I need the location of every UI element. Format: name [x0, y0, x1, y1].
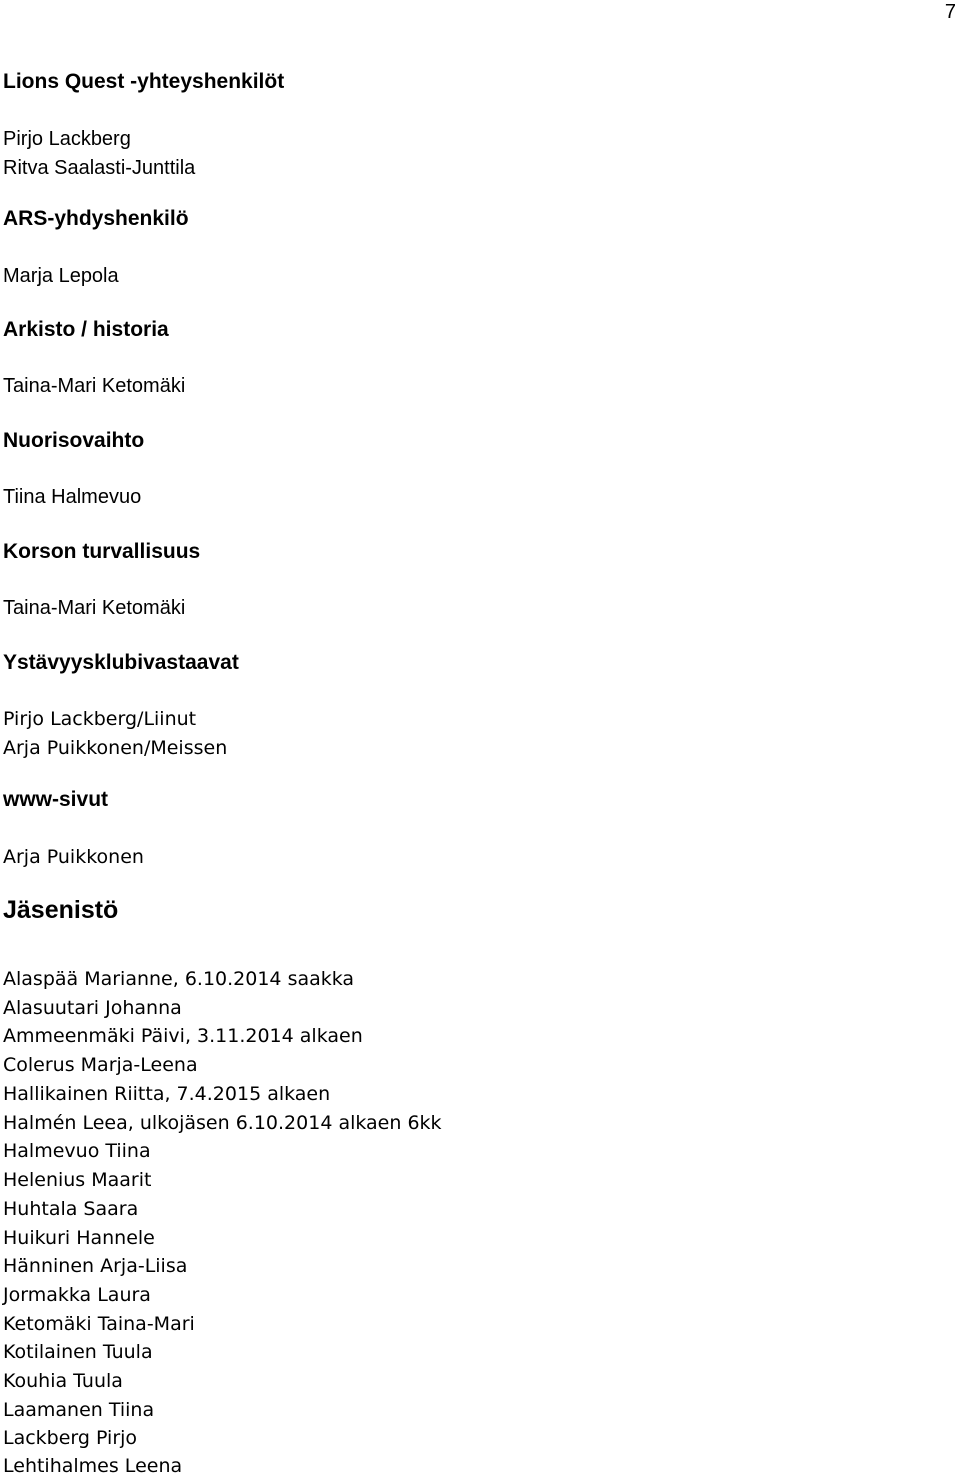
section-heading-ars: ARS-yhdyshenkilö [3, 207, 189, 230]
list-item: Lackberg Pirjo [3, 1427, 138, 1449]
list-item: Kouhia Tuula [3, 1370, 123, 1392]
list-item: Lehtihalmes Leena [3, 1455, 183, 1477]
section-heading-korson-turvallisuus: Korson turvallisuus [3, 540, 201, 563]
list-item: Ritva Saalasti-Junttila [3, 157, 196, 179]
list-item: Taina-Mari Ketomäki [3, 375, 186, 397]
list-item: Alasuutari Johanna [3, 997, 182, 1019]
list-item: Colerus Marja-Leena [3, 1054, 198, 1076]
section-heading-lions-quest: Lions Quest -yhteyshenkilöt [3, 70, 285, 93]
list-item: Pirjo Lackberg/Liinut [3, 708, 197, 730]
list-item: Pirjo Lackberg [3, 128, 131, 150]
section-heading-nuorisovaihto: Nuorisovaihto [3, 429, 145, 452]
list-item: Ketomäki Taina-Mari [3, 1313, 195, 1335]
list-item: Arja Puikkonen [3, 846, 144, 868]
list-item: Tiina Halmevuo [3, 486, 142, 508]
list-item: Alaspää Marianne, 6.10.2014 saakka [3, 968, 355, 990]
page-number: 7 [944, 1, 956, 23]
list-item: Arja Puikkonen/Meissen [3, 737, 228, 759]
list-item: Marja Lepola [3, 265, 119, 287]
section-heading-arkisto: Arkisto / historia [3, 318, 169, 341]
list-item: Taina-Mari Ketomäki [3, 597, 186, 619]
list-item: Laamanen Tiina [3, 1399, 155, 1421]
list-item: Huhtala Saara [3, 1198, 139, 1220]
list-item: Hänninen Arja-Liisa [3, 1255, 188, 1277]
list-item: Ammeenmäki Päivi, 3.11.2014 alkaen [3, 1025, 363, 1047]
list-item: Hallikainen Riitta, 7.4.2015 alkaen [3, 1083, 331, 1105]
list-item: Huikuri Hannele [3, 1227, 155, 1249]
section-heading-jasenisto: Jäsenistö [3, 896, 119, 924]
list-item: Halmevuo Tiina [3, 1140, 151, 1162]
list-item: Helenius Maarit [3, 1169, 152, 1191]
list-item: Jormakka Laura [3, 1284, 151, 1306]
section-heading-ystavyysklubit: Ystävyysklubivastaavat [3, 651, 239, 674]
list-item: Halmén Leea, ulkojäsen 6.10.2014 alkaen 6kk [3, 1112, 442, 1134]
section-heading-www-sivut: www-sivut [3, 788, 109, 811]
list-item: Kotilainen Tuula [3, 1341, 153, 1363]
